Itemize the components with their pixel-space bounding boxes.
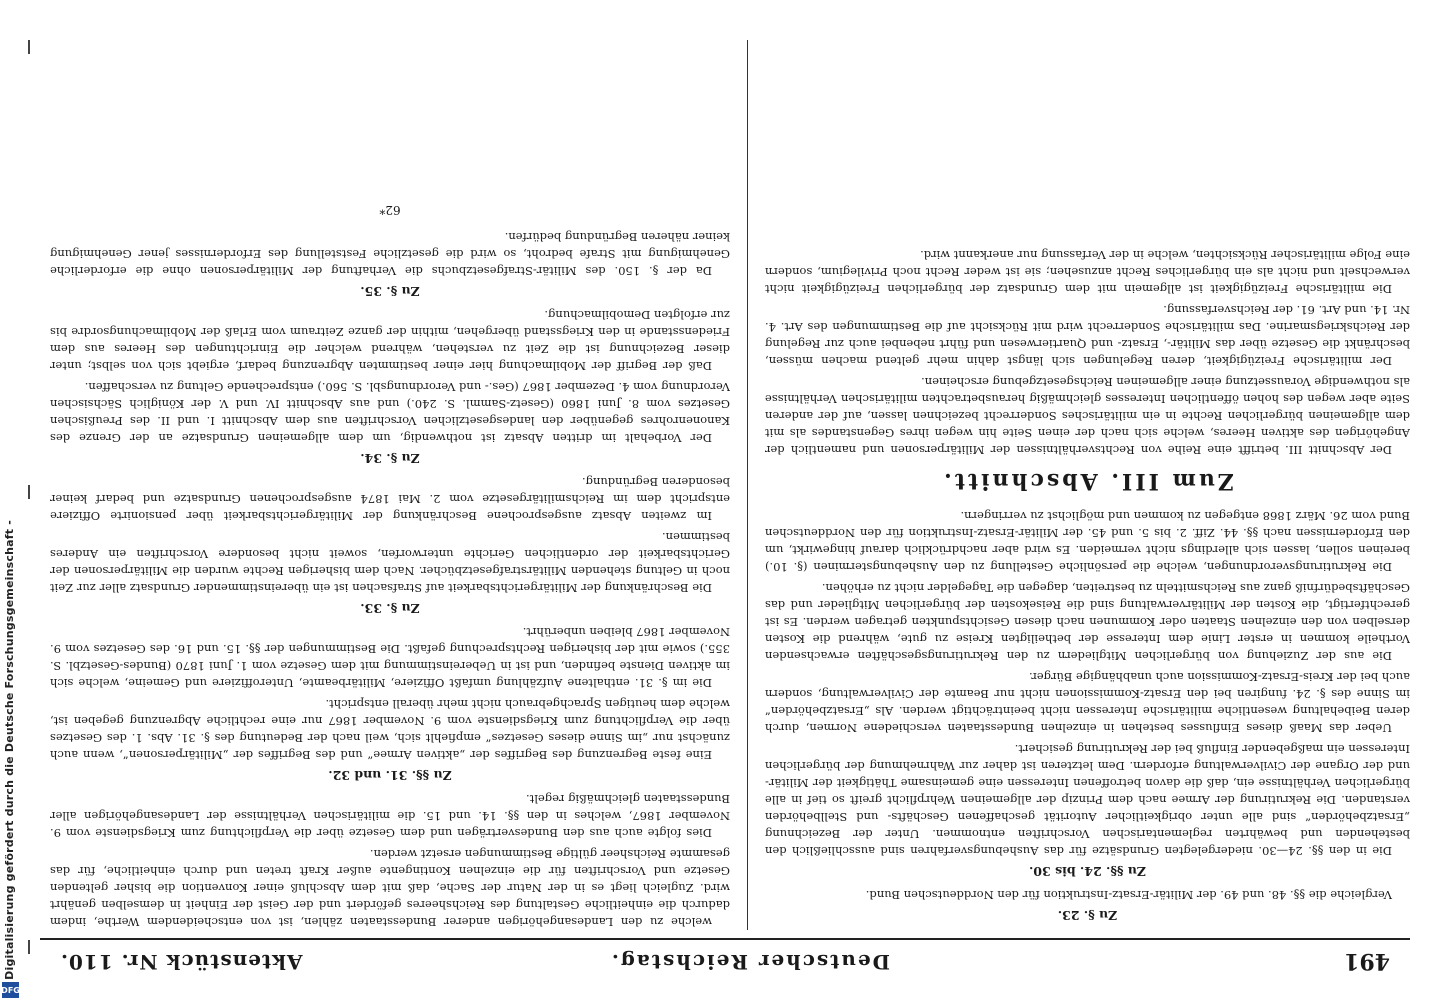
paragraph: Die militärische Freizügigkeit ist allgemein mit dem Grundsatz der bürgerlichen Freizügigkeit nicht verwechselt und nicht als ein bürgerliches Recht anzusehen; sie ist weder Recht noch Privilegium, sondern eine Folge militärischer Rücksichten, welche in der Verfassung nur anerkannt wird. [765, 248, 1410, 296]
paragraph: Der Vorbehalt im dritten Absatz ist nothwendig, um dem allgemeinen Grundsatze an der Grenze des Kanonenrohres gegenüber den landesgesetzlichen Vorschriften aus dem Abschnitt I. und II. des Preußischen Gesetzes vom 8. Juni 1860 (Gesetz-Samml. S. 240.) und aus Abschnitt IV. und V. der Königlich Sächsischen Verordnung vom 4. Dezember 1867 (Ges.- und Verordnungsbl. S. 560.) entsprechende Geltung zu verschaffen. [50, 380, 730, 445]
digitization-credit: Digitalisierung gefördert durch die Deutsche Forschungsgemeinschaft - [3, 520, 16, 980]
left-column [753, 40, 1410, 930]
paragraph: Die im §. 31. enthaltene Aufzählung umfaßt Offiziere, Militärbeamte, Unteroffiziere und Gemeine, welche sich im aktiven Dienste befinden, und ist in Uebereinstimmung mit dem Gesetze vom 1. Juni 1870 (Bundes-Gesetzbl. S. 355.) sowie mit der bisherigen Rechtsprechung gefaßt. Die Bestimmungen der §§. 15. und 16. des Gesetzes vom 9. November 1867 bleiben unberührt. [50, 625, 730, 690]
paragraph: Eine feste Begrenzung des Begriffes der „aktiven Armee“ und des Begriffes der „Militärpersonen“, wenn auch zunächst nur „im Sinne dieses Gesetzes“ empfiehlt sich, weil nach der Bedeutung des §. 31. Abs. 1. des Gesetzes über die Verpflichtung zum Kriegsdienste vom 9. November 1867 nur eine rechtliche Abgrenzung gegeben ist, welche dem heutigen Sprachgebrauch nicht mehr überall entspricht. [50, 697, 730, 762]
scan-edge-mark [28, 485, 30, 499]
section-heading: Zu §. 34. [360, 451, 420, 466]
column-divider [747, 40, 748, 930]
digitization-strip [0, 0, 22, 1000]
section-heading: Zu §§. 31. und 32. [328, 768, 452, 783]
paragraph: Der Abschnitt III. betrifft eine Reihe von Rechtsverhältnissen der Militärpersonen und namentlich der Angehörigen des aktiven Heeres, welche sich nach der einen Seite hin wegen ihres Gegenstandes als mit dem allgemeinen bürgerlichen Rechte in ein militärisches Sonderrecht bezeichnen lassen, auf der anderen Seite aber wegen des hohen öffentlichen Interesses gleichmäßig herausbetrachten militärischen Verhältnisse als nothwendige Voraussetzung einer allgemeinen Reichsgesetzgebung erscheinen. [765, 375, 1410, 457]
paragraph: Ueber das Maaß dieses Einflusses bestehen in einzelnen Bundesstaaten verschiedene Normen, durch deren Beibehaltung wesentliche militärische Interessen nicht beeinträchtigt werden. Als „Ersatzbehörden“ im Sinne des §. 24. fungiren bei den Ersatz-Kommissionen nicht nur Beamte der Civilverwaltung, sondern auch bei der Kreis-Ersatz-Kommission auch unabhängige Bürger. [765, 670, 1410, 735]
dfg-logo: DFG [2, 982, 19, 998]
paragraph: Da der §. 150. des Militär-Strafgesetzbuchs die Verhaftung der Militärpersonen ohne die erforderliche Genehmigung mit Strafe bedroht, so wird die gesetzliche Feststellung des Erfordernisses jener Genehmigung keiner näheren Begründung bedürfen. [50, 230, 730, 278]
paragraph: Der militärische Freizügigkeit, deren Regelungen sich längst dahin mehr geltend machen müssen, beschränkt die Gesetze über das Militär-, Ersatz- und Quartierwesen und führt nebenbei auch zur Regelung der Reichskriegsmarine. Das militärische Sonderrecht wird mit Rücksicht auf die Bestimmungen des Art. 4. Nr. 14. und Art. 61. der Reichsverfassung. [765, 303, 1410, 368]
paragraph: Vergleiche die §§. 48. und 49. der Militär-Ersatz-Instruktion für den Norddeutschen Bund. [865, 888, 1392, 902]
document-number: Aktenstück Nr. 110. [60, 950, 303, 974]
section-heading: Zu §. 23. [1057, 908, 1118, 923]
signature-mark: 62* [379, 203, 401, 217]
paragraph: Im zweiten Absatz ausgesprochene Beschränkung der Militärgerichtsbarkeit über pensionirte Offiziere entspricht dem im Reichsmilitärgesetze vom 2. Mai 1874 ausgesprochenen Grundsatze und bedarf keiner besonderen Begründung. [50, 475, 730, 523]
section-heading: Zu §. 33. [360, 601, 420, 616]
scan-edge-mark [28, 940, 30, 954]
section-heading: Zu §. 35. [360, 284, 420, 299]
paragraph: Die in den §§. 24—30. niedergelegten Grundsätze für das Aushebungsverfahren sind ausschließlich den bestehenden und bewährten reglementarischen Vorschriften entnommen. Unter der Bezeichnung „Ersatzbehörden“ sind alle unter obrigkeitlicher Autorität geschaffenen Geschäfts- und Stellbehörden verstanden. Die Rekrutirung der Armee nach dem Prinzip der allgemeinen Wehrpflicht greift so tief in alle bürgerlichen Verhältnisse ein, daß die davon betroffenen Interessen eine gemeinsame Thätigkeit der Militär- und der Organe der Civilverwaltung erfordern. Dem letzteren ist daher zur Wahrnehmung der bürgerlichen Interessen ein maßgebender Einfluß bei der Rekrutirung gesichert. [765, 742, 1410, 858]
page-number: 491 [1344, 948, 1390, 974]
section-heading: Zu §§. 24. bis 30. [1028, 864, 1147, 879]
scan-edge-mark [28, 40, 30, 54]
paragraph: Die Beschränkung der Militärgerichtsbarkeit auf Strafsachen ist ein übereinstimmender Grundsatz aller zur Zeit noch in Geltung stehenden Militärstrafgesetzbücher. Nach dem bisherigen Rechte wurden die Militärpersonen der Gerichtsbarkeit der ordentlichen Gerichte unterworfen, soweit nicht besondere Vorschriften ein Anderes bestimmen. [50, 530, 730, 595]
paragraph: Daß der Begriff der Mobilmachung hier einer bestimmten Abgrenzung bedarf, ergiebt sich von selbst; unter dieser Bezeichnung ist die Zeit zu verstehen, während welcher die Einrichtungen des Heeres aus dem Friedensstande in den Kriegsstand übergehen, mithin der ganze Zeitraum vom Erlaß der Mobilmachungsordre bis zur erfolgten Demobilmachung. [50, 308, 730, 373]
running-title: Deutscher Reichstag. [609, 950, 890, 974]
paragraph: Die Rekrutirungsverordnungen, welche die persönliche Gestellung zu den Aushebungsterminen (§. 10.) bereinen sollen, lassen sich allerdings nicht vermeiden. Es wird aber nachdrücklich darauf hingewirkt, um den Erfordernissen nach §§. 44. Ziff. 2. bis 5. und 45. der Militär-Ersatz-Instruktion für den Norddeutschen Bund vom 26. März 1868 entgegen zu kommen und möglichst zu verringern. [765, 509, 1410, 574]
page-header [40, 938, 1410, 980]
chapter-title: Zum III. Abschnitt. [941, 468, 1234, 494]
paragraph: Dies folgte auch aus den Bundesverträgen und dem Gesetze über die Verpflichtung zum Kriegsdienste vom 9. November 1867, welches in den §§. 14. und 15. die militärischen Verhältnisse der Landesangehörigen aller Bundesstaaten gleichmäßig regelt. [50, 792, 730, 840]
paragraph: Die aus der Zuziehung von bürgerlichen Mitgliedern zu den Rekrutirungsgeschäften erwachsenden Vortheile kommen in erster Linie dem Interesse der betheiligten Kreise zu gute, während die Kosten derselben von den einzelnen Staaten oder Kommunen nach diesen Gesichtspunkten getragen werden. Es ist gerechtfertigt, die Kosten der Militärverwaltung sind die Reisekosten der bürgerlichen Mitglieder und das Geschäftsbedürfniß ganz aus Reichsmitteln zu bestreiten, dagegen die Tagegelder nicht zu erhöhen. [765, 581, 1410, 663]
paragraph: welche zu den Landesangehörigen anderer Bundesstaaten zählen, ist von entscheidendem Werthe, indem dadurch die einheitliche Gestaltung des Reichsheeres gefördert und der Geist der Einheit in demselben genährt wird. Zugleich liegt es in der Natur der Sache, daß mit dem Abschluß einer Konvention die bisher geltenden Gesetze und Vorschriften für die einzelnen Kontingente außer Kraft treten und durch einheitliche, für das gesammte Reichsheer gültige Bestimmungen ersetzt werden. [50, 847, 730, 929]
scanned-page [40, 20, 1410, 980]
right-column [50, 40, 730, 930]
